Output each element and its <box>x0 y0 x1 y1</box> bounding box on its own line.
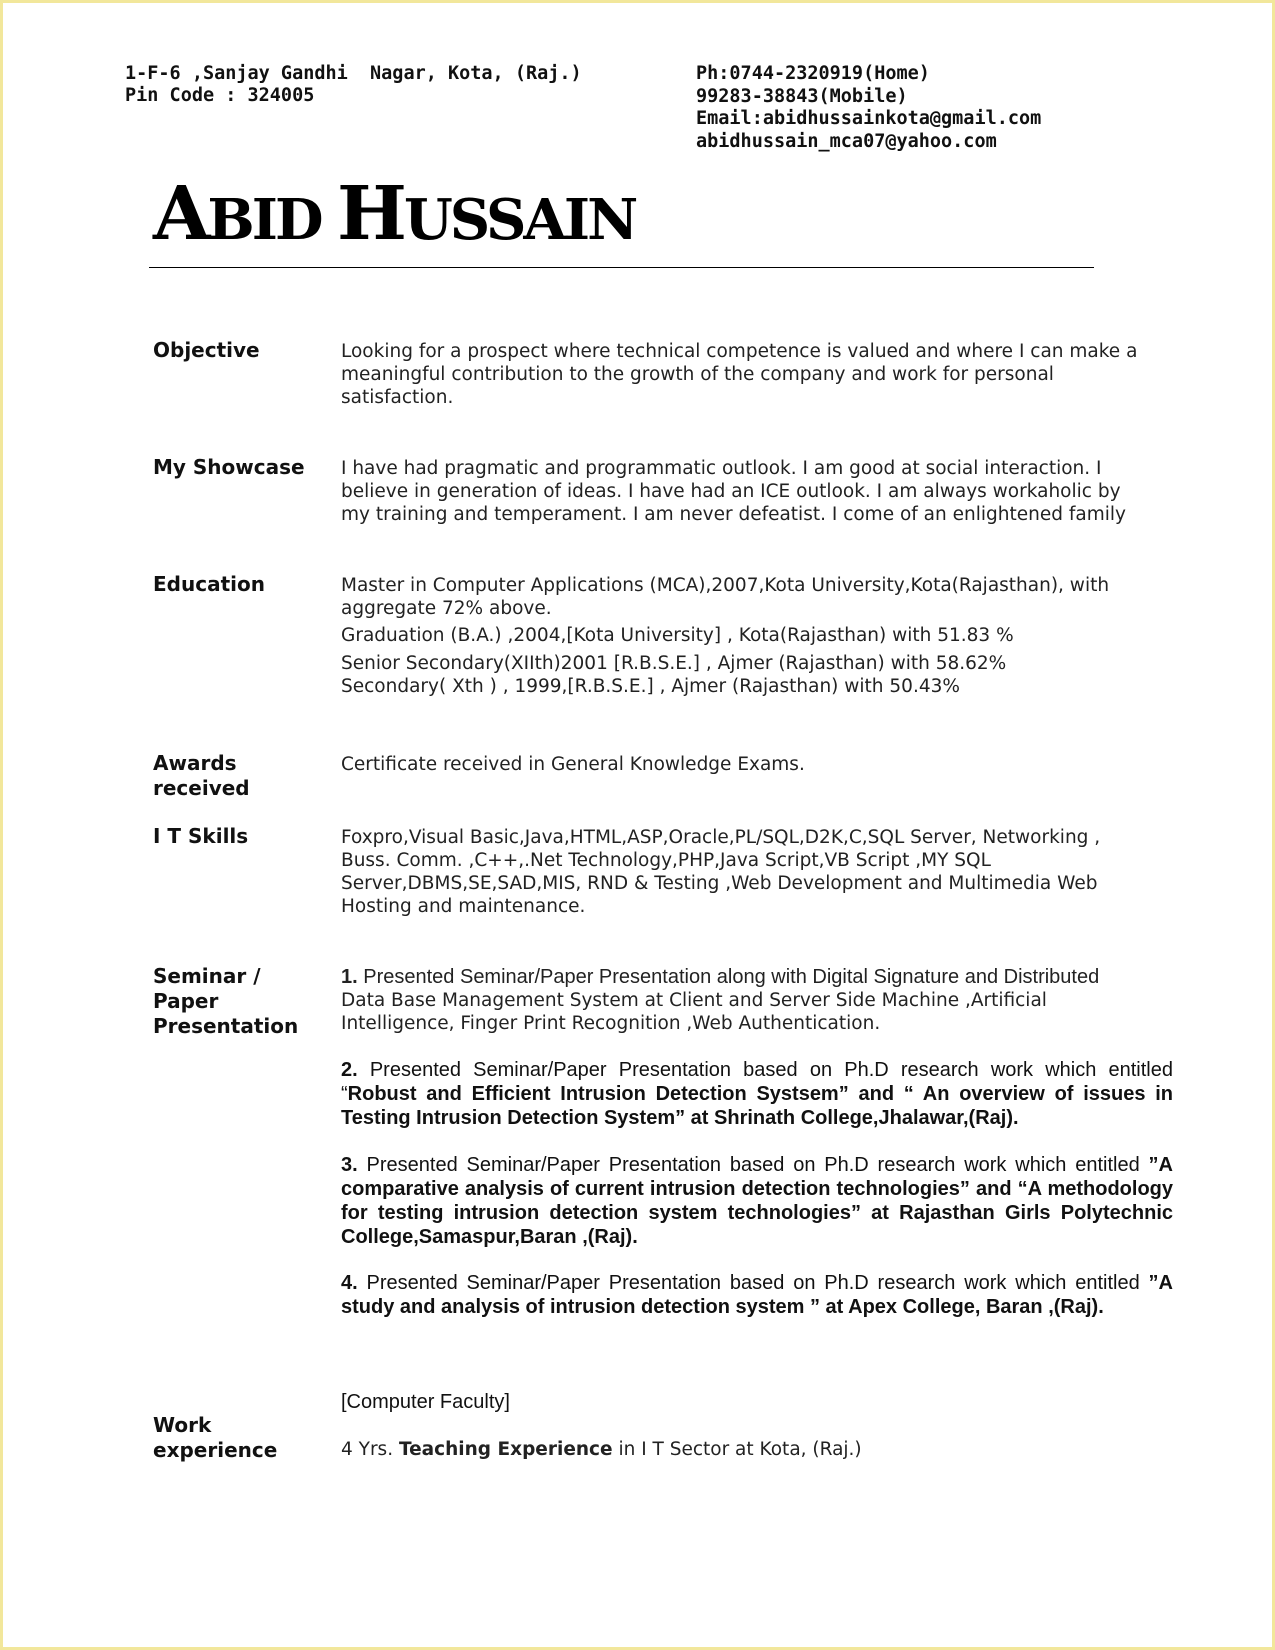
seminar-item-2-title: Robust and Efficient Intrusion Detection Systsem” and “ An overview of issues in Testing Intrusion Detection System” at Shrinath College,Jhalawar,(Raj). <box>341 1083 1173 1129</box>
skills-text <box>341 826 1176 918</box>
name-divider <box>149 267 1094 268</box>
education-line: aggregate 72% above. <box>341 598 552 619</box>
name-last-initial: H <box>337 171 404 257</box>
work-heading <box>153 1413 277 1463</box>
awards-text <box>341 753 1176 776</box>
seminar-heading-line: Presentation <box>153 1014 299 1038</box>
seminar-item-1-line <box>341 966 1176 989</box>
objective-line: Looking for a prospect where technical competence is valued and where I can make a <box>341 341 1138 362</box>
skills-line: Buss. Comm. ,C++,.Net Technology,PHP,Java Script,VB Script ,MY SQL <box>341 850 991 871</box>
seminar-item-2 <box>341 1058 1173 1130</box>
work-text <box>341 1438 1176 1461</box>
seminar-heading-line: Paper <box>153 989 219 1013</box>
email-secondary: abidhussain_mca07@yahoo.com <box>696 130 997 152</box>
showcase-text <box>341 457 1176 526</box>
education-line: Graduation (B.A.) ,2004,[Kota University] , Kota(Rajasthan) with 51.83 % <box>341 625 1014 646</box>
seminar-item-2-number: 2. <box>341 1059 358 1081</box>
showcase-line: believe in generation of ideas. I have had an ICE outlook. I am always workaholic by <box>341 481 1121 502</box>
seminar-item-1-lead: Presented Seminar/Paper Presentation along with Digital Signature and Distributed <box>357 966 1100 988</box>
awards-heading-line: received <box>153 776 250 800</box>
seminar-heading-line: Seminar / <box>153 964 261 988</box>
awards-heading <box>153 751 250 801</box>
objective-line: satisfaction. <box>341 387 454 408</box>
objective-text <box>341 340 1176 409</box>
name-first-initial: A <box>153 171 208 257</box>
education-heading: Education <box>153 572 265 596</box>
seminar-item-4-text: Presented Seminar/Paper Presentation based on Ph.D research work which entitled <box>357 1272 1149 1294</box>
objective-line: meaningful contribution to the growth of the company and work for personal <box>341 364 1054 385</box>
name-first-rest: BID <box>207 187 321 253</box>
showcase-line: my training and temperament. I am never defeatist. I come of an enlightened family <box>341 504 1126 525</box>
work-heading-line: Work <box>153 1413 212 1437</box>
education-line: Master in Computer Applications (MCA),2007,Kota University,Kota(Rajasthan), with <box>341 575 1110 596</box>
pin-code: Pin Code : 324005 <box>125 85 315 106</box>
seminar-item-3-text: Presented Seminar/Paper Presentation based on Ph.D research work which entitled <box>357 1154 1149 1176</box>
seminar-item-1-line: Data Base Management System at Client and Server Side Machine ,Artificial <box>341 990 1047 1011</box>
awards-line: Certificate received in General Knowledge Exams. <box>341 754 805 775</box>
seminar-item-3 <box>341 1153 1173 1249</box>
work-role: [Computer Faculty] <box>341 1391 510 1413</box>
seminar-item-2-text: Presented Seminar/Paper Presentation based on Ph.D research work which entitled “ <box>341 1059 1173 1105</box>
objective-heading: Objective <box>153 338 260 362</box>
skills-heading: I T Skills <box>153 824 249 848</box>
skills-line: Server,DBMS,SE,SAD,MIS, RND & Testing ,Web Development and Multimedia Web <box>341 873 1098 894</box>
phone-mobile: 99283-38843(Mobile) <box>696 85 908 107</box>
seminar-heading <box>153 964 298 1039</box>
contact-block <box>696 63 1041 153</box>
work-exp-prefix: 4 Yrs. <box>341 1439 399 1460</box>
work-heading-line: experience <box>153 1438 278 1462</box>
candidate-name <box>153 171 635 263</box>
name-last-rest: USSAIN <box>403 187 636 253</box>
work-exp-highlight: Teaching Experience <box>398 1439 613 1460</box>
seminar-item-1-number: 1. <box>341 966 358 988</box>
phone-home: Ph:0744-2320919(Home) <box>696 63 930 84</box>
seminar-item-4-title: ”A study and analysis of intrusion detection system ” at Apex College, Baran ,(Raj). <box>341 1272 1173 1318</box>
seminar-item-4 <box>341 1271 1173 1319</box>
work-exp-suffix: in I T Sector at Kota, (Raj.) <box>612 1439 862 1460</box>
education-text <box>341 574 1176 698</box>
seminar-item-3-number: 3. <box>341 1154 358 1176</box>
work-experience-line <box>341 1438 1176 1461</box>
seminar-item-1 <box>341 966 1176 1035</box>
skills-line: Foxpro,Visual Basic,Java,HTML,ASP,Oracle,PL/SQL,D2K,C,SQL Server, Networking , <box>341 827 1101 848</box>
seminar-item-3-title: ”A comparative analysis of current intrusion detection technologies” and “A methodology for testing intrusion detection system technologies” at Rajasthan Girls Polytechnic College,Samaspur,Baran ,(Raj). <box>341 1154 1173 1248</box>
education-line: Senior Secondary(XIIth)2001 [R.B.S.E.] , Ajmer (Rajasthan) with 58.62% <box>341 653 1007 674</box>
email-primary: Email:abidhussainkota@gmail.com <box>696 108 1042 129</box>
seminar-item-1-line: Intelligence, Finger Print Recognition ,Web Authentication. <box>341 1013 881 1034</box>
awards-heading-line: Awards <box>153 751 237 775</box>
seminar-item-4-number: 4. <box>341 1272 358 1294</box>
showcase-heading: My Showcase <box>153 455 305 479</box>
skills-line: Hosting and maintenance. <box>341 896 586 917</box>
address-line: 1-F-6 ,Sanjay Gandhi Nagar, Kota, (Raj.) <box>125 63 582 84</box>
showcase-line: I have had pragmatic and programmatic outlook. I am good at social interaction. I <box>341 458 1102 479</box>
address-block <box>125 63 582 107</box>
education-line: Secondary( Xth ) , 1999,[R.B.S.E.] , Ajmer (Rajasthan) with 50.43% <box>341 676 960 697</box>
